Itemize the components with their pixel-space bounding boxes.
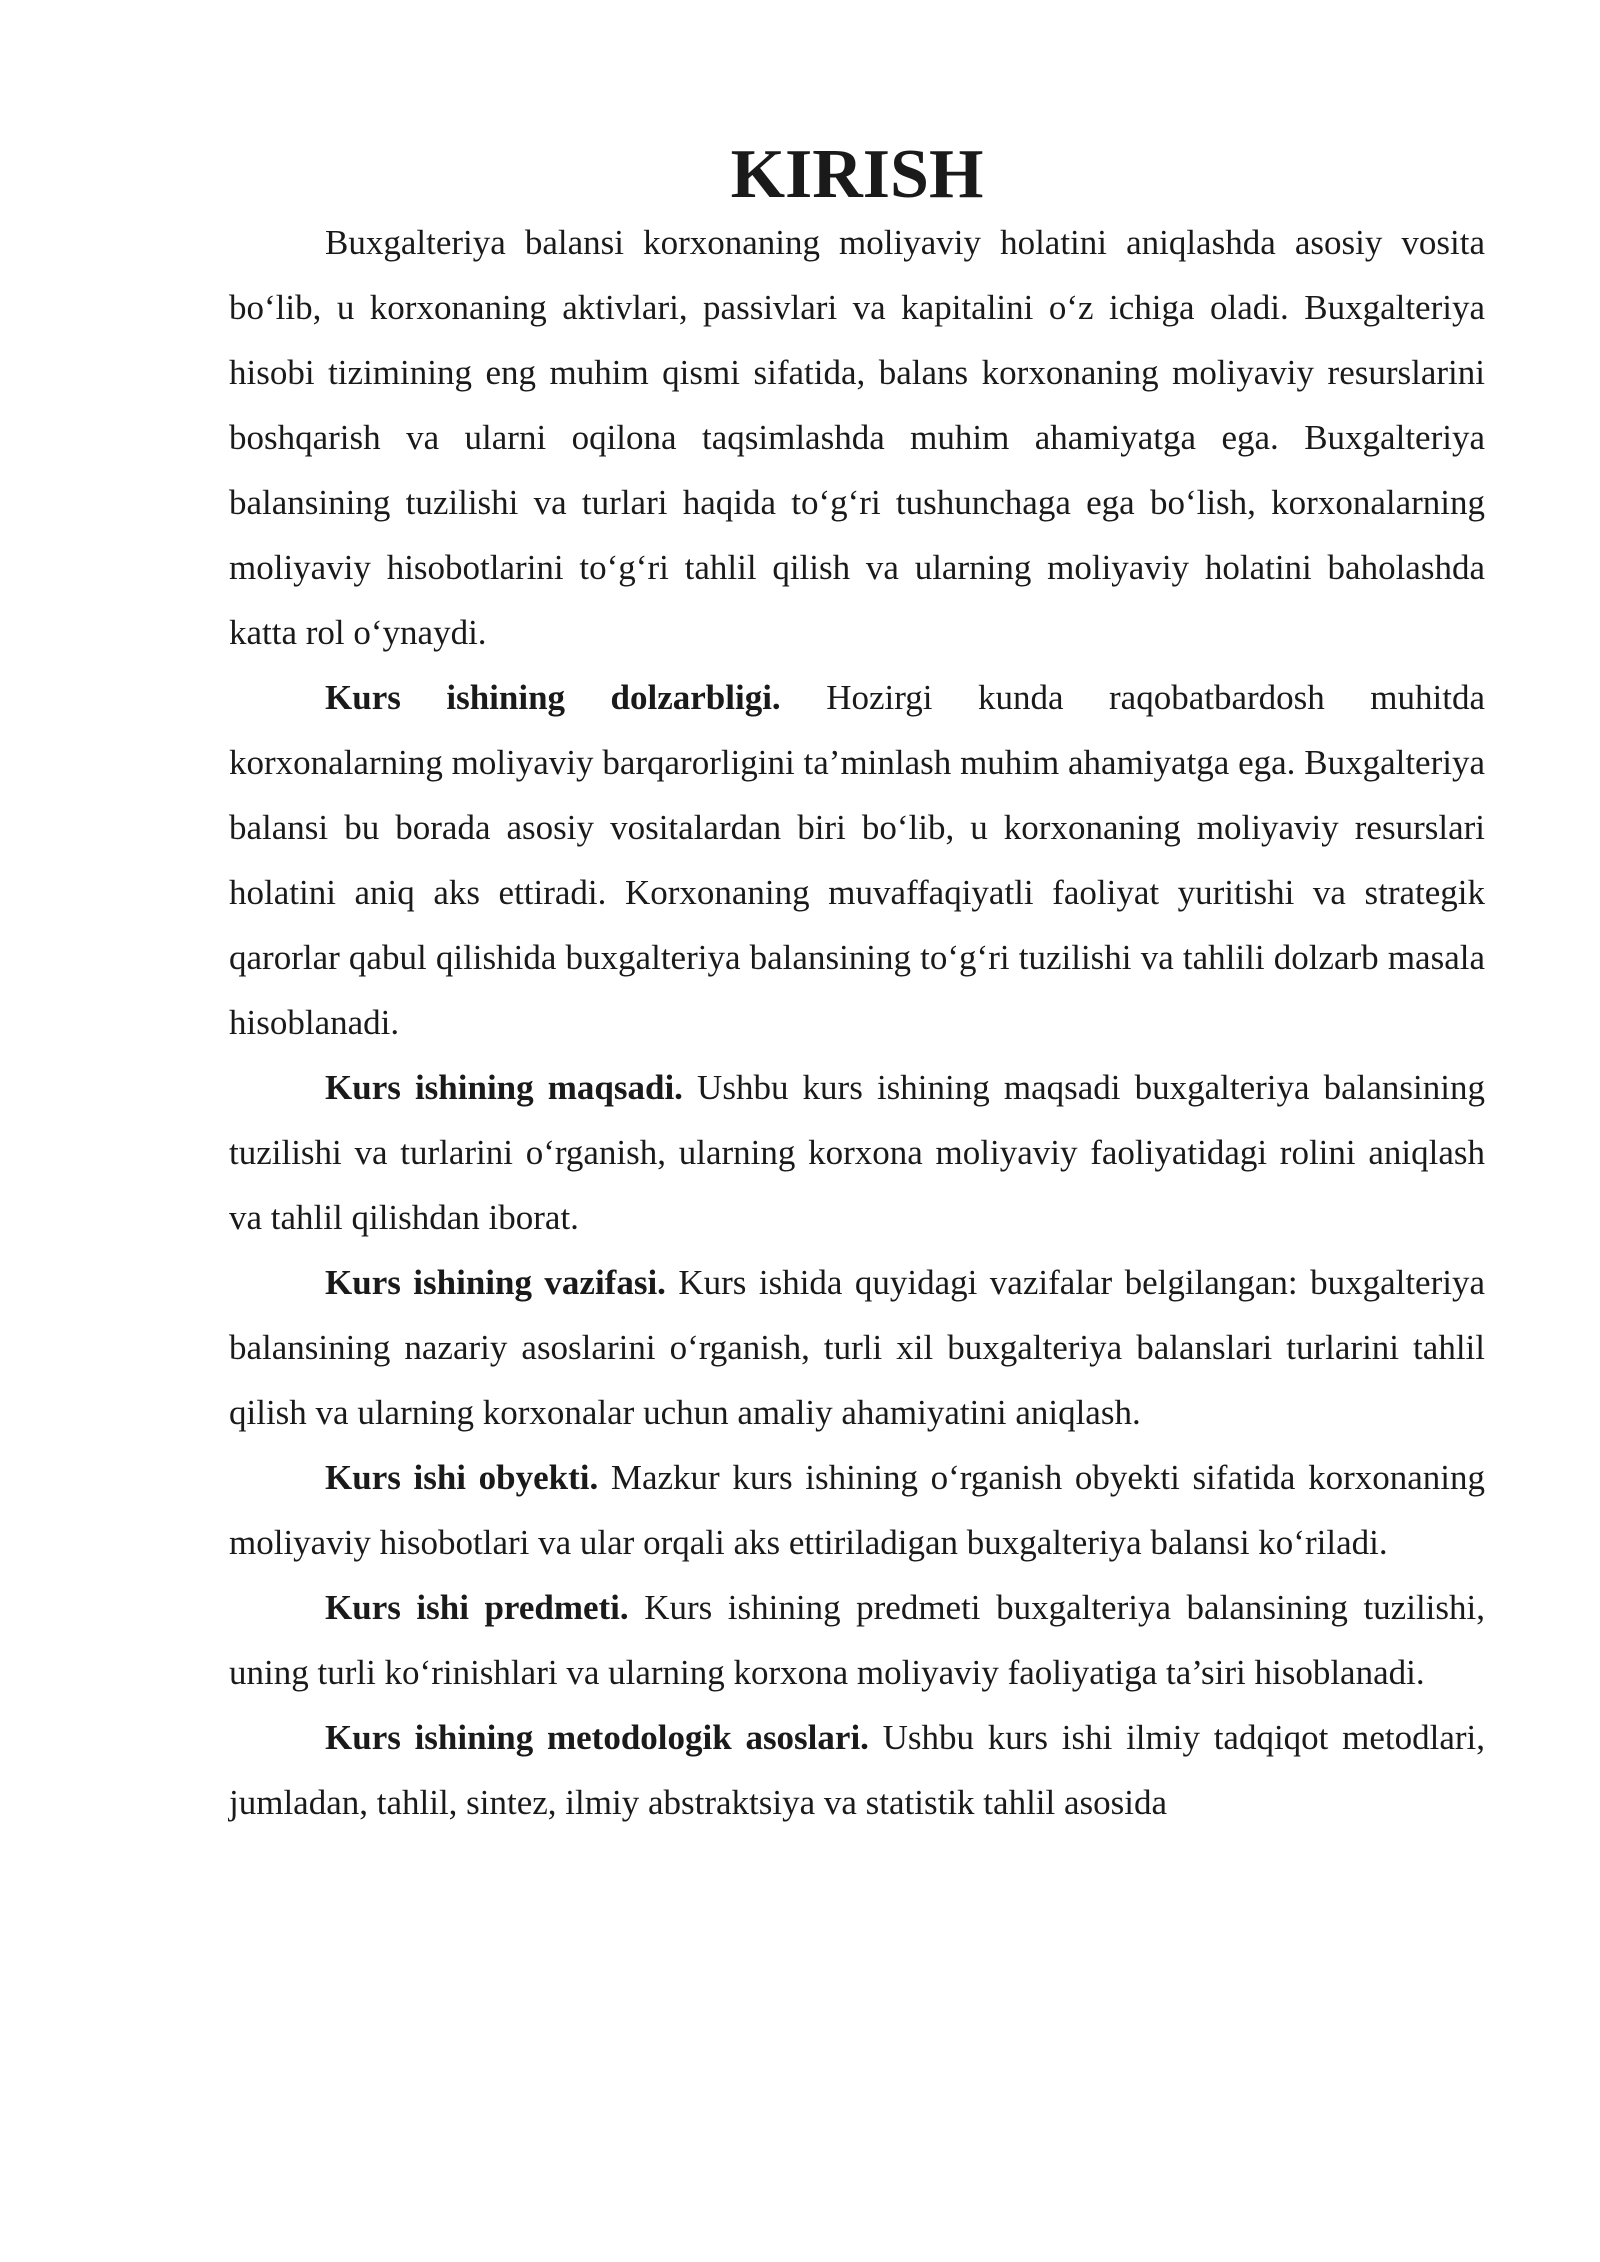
section-title: KIRISH <box>730 136 984 213</box>
document-body <box>229 136 1486 1835</box>
paragraph-relevance <box>229 665 1485 1055</box>
paragraph-lead: Kurs ishi obyekti. <box>325 1458 599 1497</box>
paragraph-text: Mazkur kurs ishining o‘rganish obyekti sifatida korxonaning moliyaviy hisobotlari va ular orqali aks ettiriladigan buxgalteriya balansi ko‘riladi. <box>229 1458 1485 1562</box>
paragraph-text: Ushbu kurs ishi ilmiy tadqiqot metodlari, jumladan, tahlil, sintez, ilmiy abstraktsiya va statistik tahlil asosida <box>229 1718 1486 1822</box>
paragraph-goal <box>229 1055 1485 1250</box>
paragraph-object <box>229 1445 1485 1575</box>
paragraph-lead: Kurs ishining vazifasi. <box>325 1263 666 1302</box>
paragraph-text: Kurs ishida quyidagi vazifalar belgilangan: buxgalteriya balansining nazariy asoslarini o‘rganish, turli xil buxgalteriya balanslari turlarini tahlil qilish va ularning korxonalar uchun amaliy ahamiyatini aniqlash. <box>229 1263 1486 1432</box>
paragraph-subject <box>229 1575 1485 1705</box>
paragraph-lead: Kurs ishining metodologik asoslari. <box>325 1718 869 1757</box>
paragraph-lead: Kurs ishining maqsadi. <box>325 1068 683 1107</box>
paragraph-lead: Kurs ishining dolzarbligi. <box>325 678 781 717</box>
paragraph-text: Ushbu kurs ishining maqsadi buxgalteriya balansining tuzilishi va turlarini o‘rganish, ularning korxona moliyaviy faoliyatidagi rolini aniqlash va tahlil qilishdan iborat. <box>229 1068 1485 1237</box>
paragraph-text: Buxgalteriya balansi korxonaning moliyaviy holatini aniqlashda asosiy vosita bo‘lib, u korxonaning aktivlari, passivlari va kapitalini o‘z ichiga oladi. Buxgalteriya hisobi tizimining eng muhim qismi sifatida, balans korxonaning moliyaviy resurslarini boshqarish va ularni oqilona taqsimlashda muhim ahamiyatga ega. Buxgalteriya balansining tuzilishi va turlari haqida to‘g‘ri tushunchaga ega bo‘lish, korxonalarning moliyaviy hisobotlarini to‘g‘ri tahlil qilish va ularning moliyaviy holatini baholashda katta rol o‘ynaydi. <box>229 223 1485 652</box>
paragraph-text: Hozirgi kunda raqobatbardosh muhitda korxonalarning moliyaviy barqarorligini ta’minlash muhim ahamiyatga ega. Buxgalteriya balansi bu borada asosiy vositalardan biri bo‘lib, u korxonaning moliyaviy resurslari holatini aniq aks ettiradi. Korxonaning muvaffaqiyatli faoliyat yuritishi va strategik qarorlar qabul qilishida buxgalteriya balansining to‘g‘ri tuzilishi va tahlili dolzarb masala hisoblanadi. <box>229 678 1485 1042</box>
paragraph-methodology <box>229 1705 1485 1835</box>
paragraph-lead: Kurs ishi predmeti. <box>325 1588 629 1627</box>
paragraph-tasks <box>229 1250 1485 1445</box>
paragraph-text: Kurs ishining predmeti buxgalteriya balansining tuzilishi, uning turli ko‘rinishlari va ularning korxona moliyaviy faoliyatiga ta’siri hisoblanadi. <box>229 1588 1485 1692</box>
paragraph-intro <box>229 210 1485 665</box>
